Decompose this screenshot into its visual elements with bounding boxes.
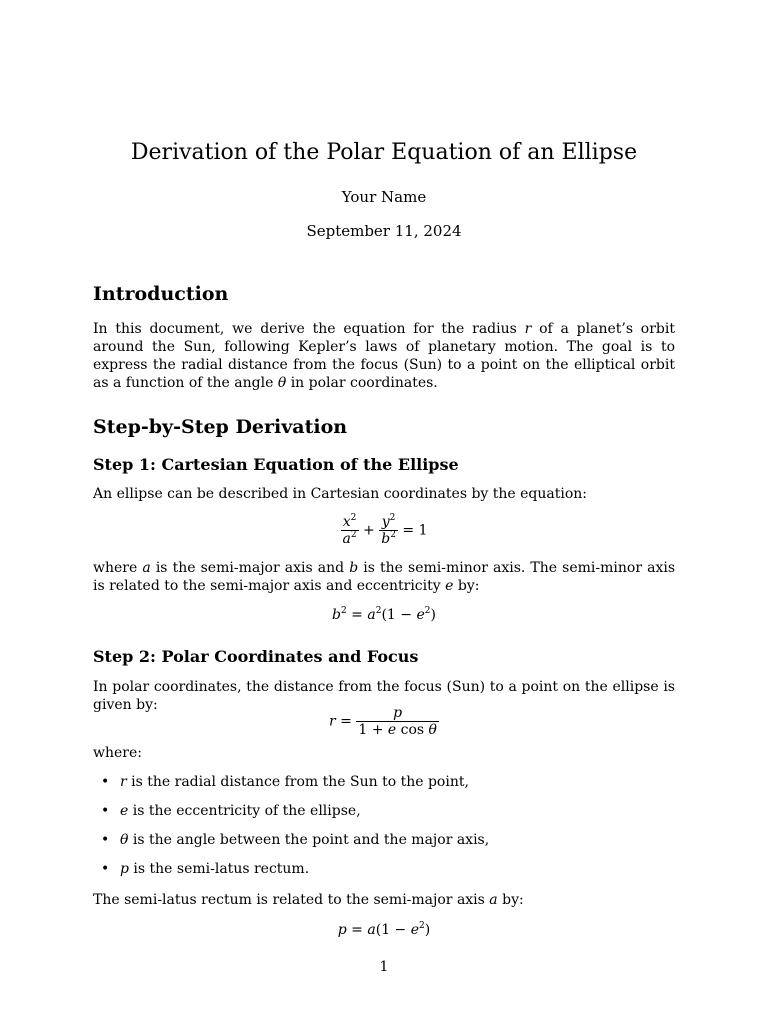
- section-heading-derivation: Step-by-Step Derivation: [93, 416, 348, 438]
- equation-polar-ellipse: r = $\frac{p}{\text{1 + e cos θ}}$: [329, 705, 437, 738]
- step2-where-label: where:: [93, 745, 142, 761]
- document-date: September 11, 2024: [306, 222, 462, 240]
- page-number: 1: [379, 959, 389, 975]
- list-item: • θ is the angle between the point and the major axis,: [101, 832, 490, 848]
- document-title: Derivation of the Polar Equation of an Ellipse: [130, 140, 638, 165]
- step1-paragraph-2: where a is the semi-major axis and b is the semi-minor axis. The semi-minor axis is related to the semi-major axis and eccentricity e by:: [93, 560, 676, 594]
- variable-definition-list: [93, 773, 675, 889]
- list-item: • p is the semi-latus rectum.: [101, 861, 310, 877]
- equation-ellipse-cartesian: $\frac{x^2}{a^2}$ + $\frac{y^2}{b^2}$ = 1: [342, 513, 428, 547]
- document-author: Your Name: [341, 188, 427, 206]
- step1-paragraph-1: An ellipse can be described in Cartesian coordinates by the equation:: [93, 486, 588, 502]
- subsection-heading-step2: Step 2: Polar Coordinates and Focus: [93, 647, 419, 666]
- list-item: • r is the radial distance from the Sun to the point,: [101, 774, 469, 790]
- step2-paragraph-2: The semi-latus rectum is related to the semi-major axis a by:: [93, 892, 524, 908]
- intro-paragraph: In this document, we derive the equation for the radius r of a planet’s orbit around the Sun, following Kepler’s laws of planetary motion. The goal is to express the radial distance from the focus (Sun) to a point on the elliptical orbit as a function of the angle θ in polar coordinates.: [93, 321, 675, 391]
- list-item: • e is the eccentricity of the ellipse,: [101, 803, 361, 819]
- subsection-heading-step1: Step 1: Cartesian Equation of the Ellipse: [93, 455, 459, 474]
- step2-paragraph-1: In polar coordinates, the distance from the focus (Sun) to a point on the ellipse is given by:: [93, 679, 675, 713]
- equation-semi-minor-axis: $b^2 = a^2(1 - e^2)$: [332, 606, 436, 623]
- equation-semi-latus-rectum: $p = a(1 - e^2)$: [337, 921, 431, 938]
- section-heading-introduction: Introduction: [93, 283, 229, 305]
